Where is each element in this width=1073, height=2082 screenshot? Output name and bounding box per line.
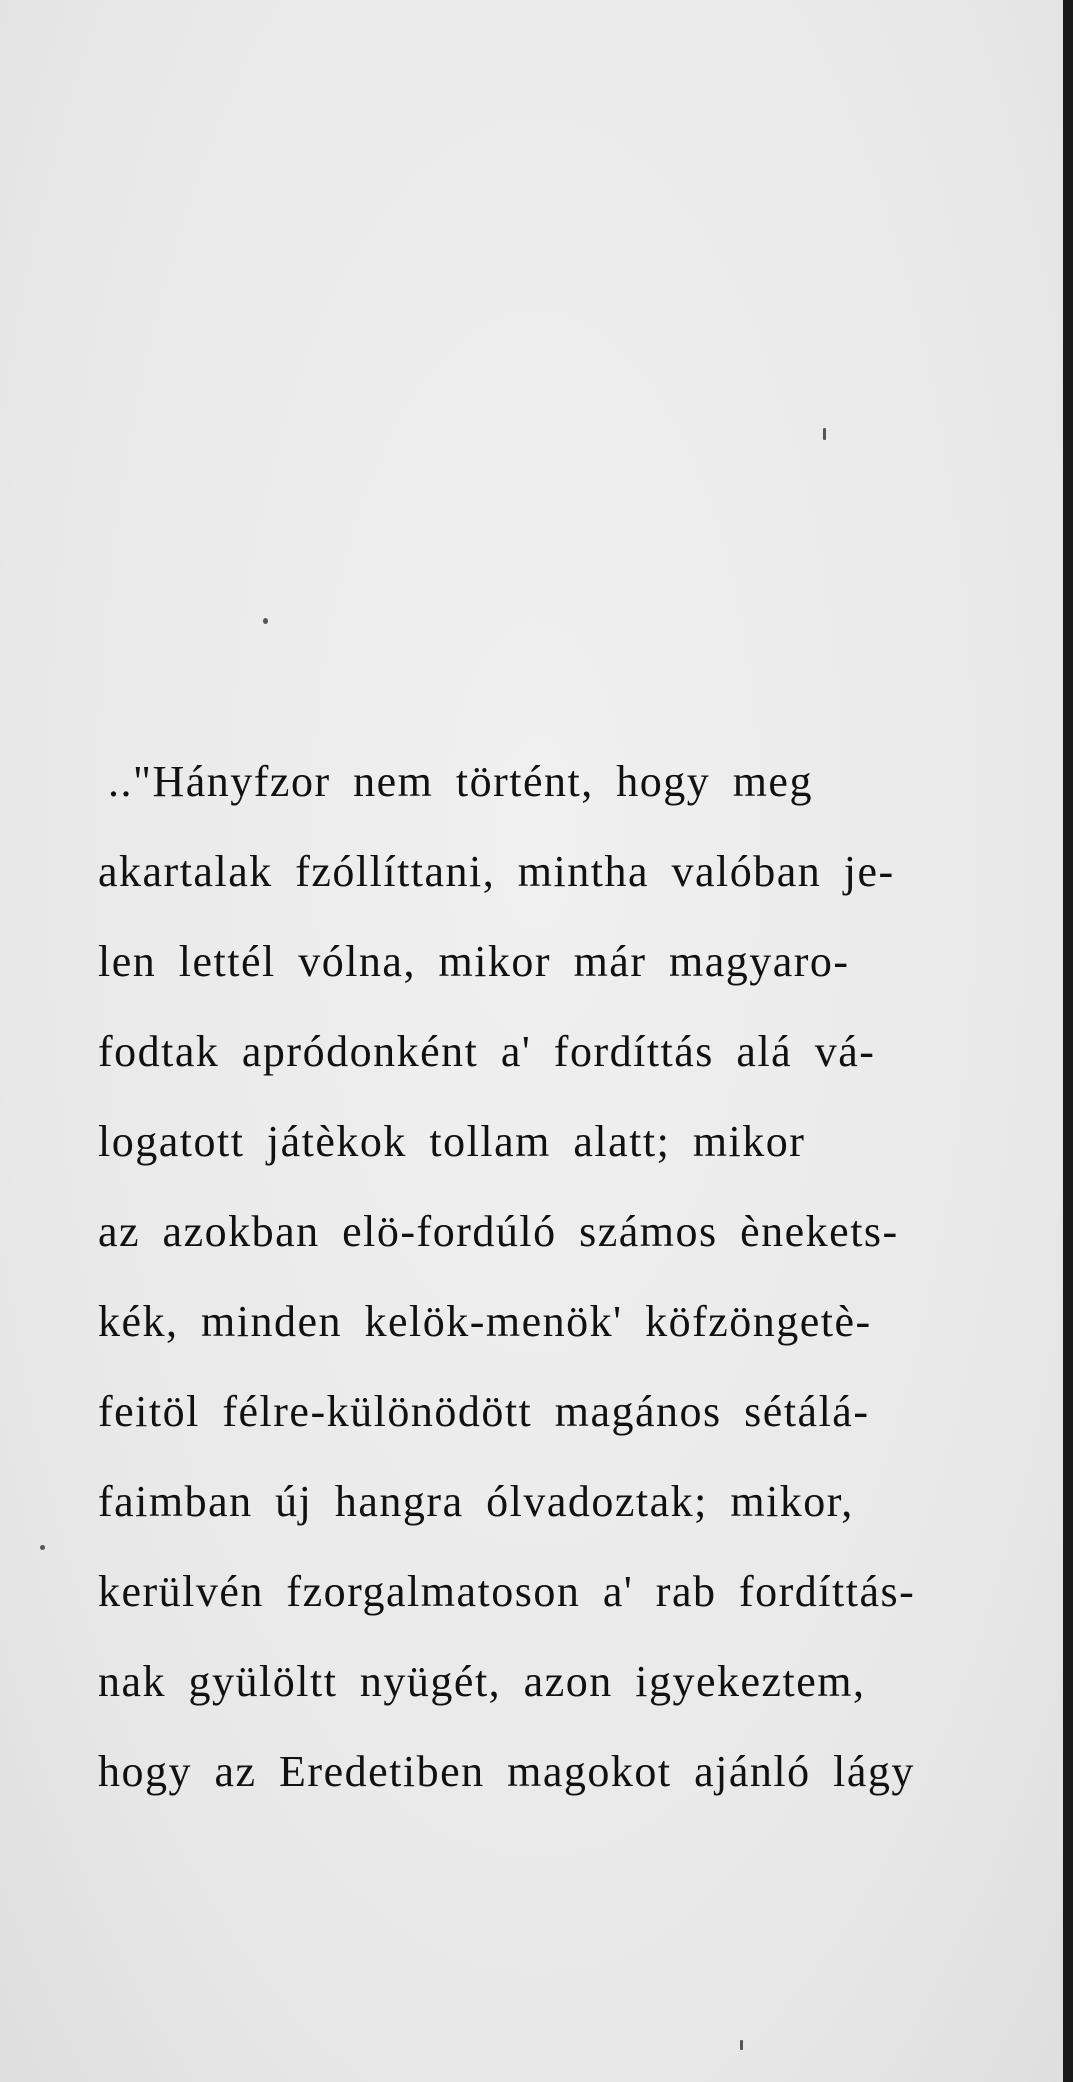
text-line-12: hogy az Eredetiben magokot ajánló lágy — [98, 1747, 915, 1796]
text-line-6: az azokban elö-fordúló számos ènekets- — [98, 1207, 899, 1256]
text-line-10: kerülvén fzorgalmatoson a' rab fordíttás- — [98, 1567, 916, 1616]
text-line-5: logatott játèkok tollam alatt; mikor — [98, 1117, 806, 1166]
paper-speck — [823, 428, 826, 440]
page-edge-shadow — [1063, 0, 1073, 2082]
paper-speck — [740, 2040, 743, 2050]
text-line-1: .."Hányfzor nem történt, hogy meg — [108, 757, 813, 806]
text-line-11: nak gyülöltt nyügét, azon igyekeztem, — [98, 1657, 866, 1706]
text-line-3: len lettél vólna, mikor már magyaro- — [98, 937, 850, 986]
text-line-8: feitöl félre-különödött magános sétálá- — [98, 1387, 870, 1436]
text-line-7: kék, minden kelök-menök' köfzöngetè- — [98, 1297, 872, 1346]
text-line-4: fodtak apródonként a' fordíttás alá vá- — [98, 1027, 876, 1076]
text-line-2: akartalak fzóllíttani, mintha valóban je- — [98, 847, 895, 896]
paper-speck — [263, 618, 268, 624]
text-line-9: faimban új hangra ólvadoztak; mikor, — [98, 1477, 854, 1526]
paper-speck — [40, 1545, 45, 1550]
